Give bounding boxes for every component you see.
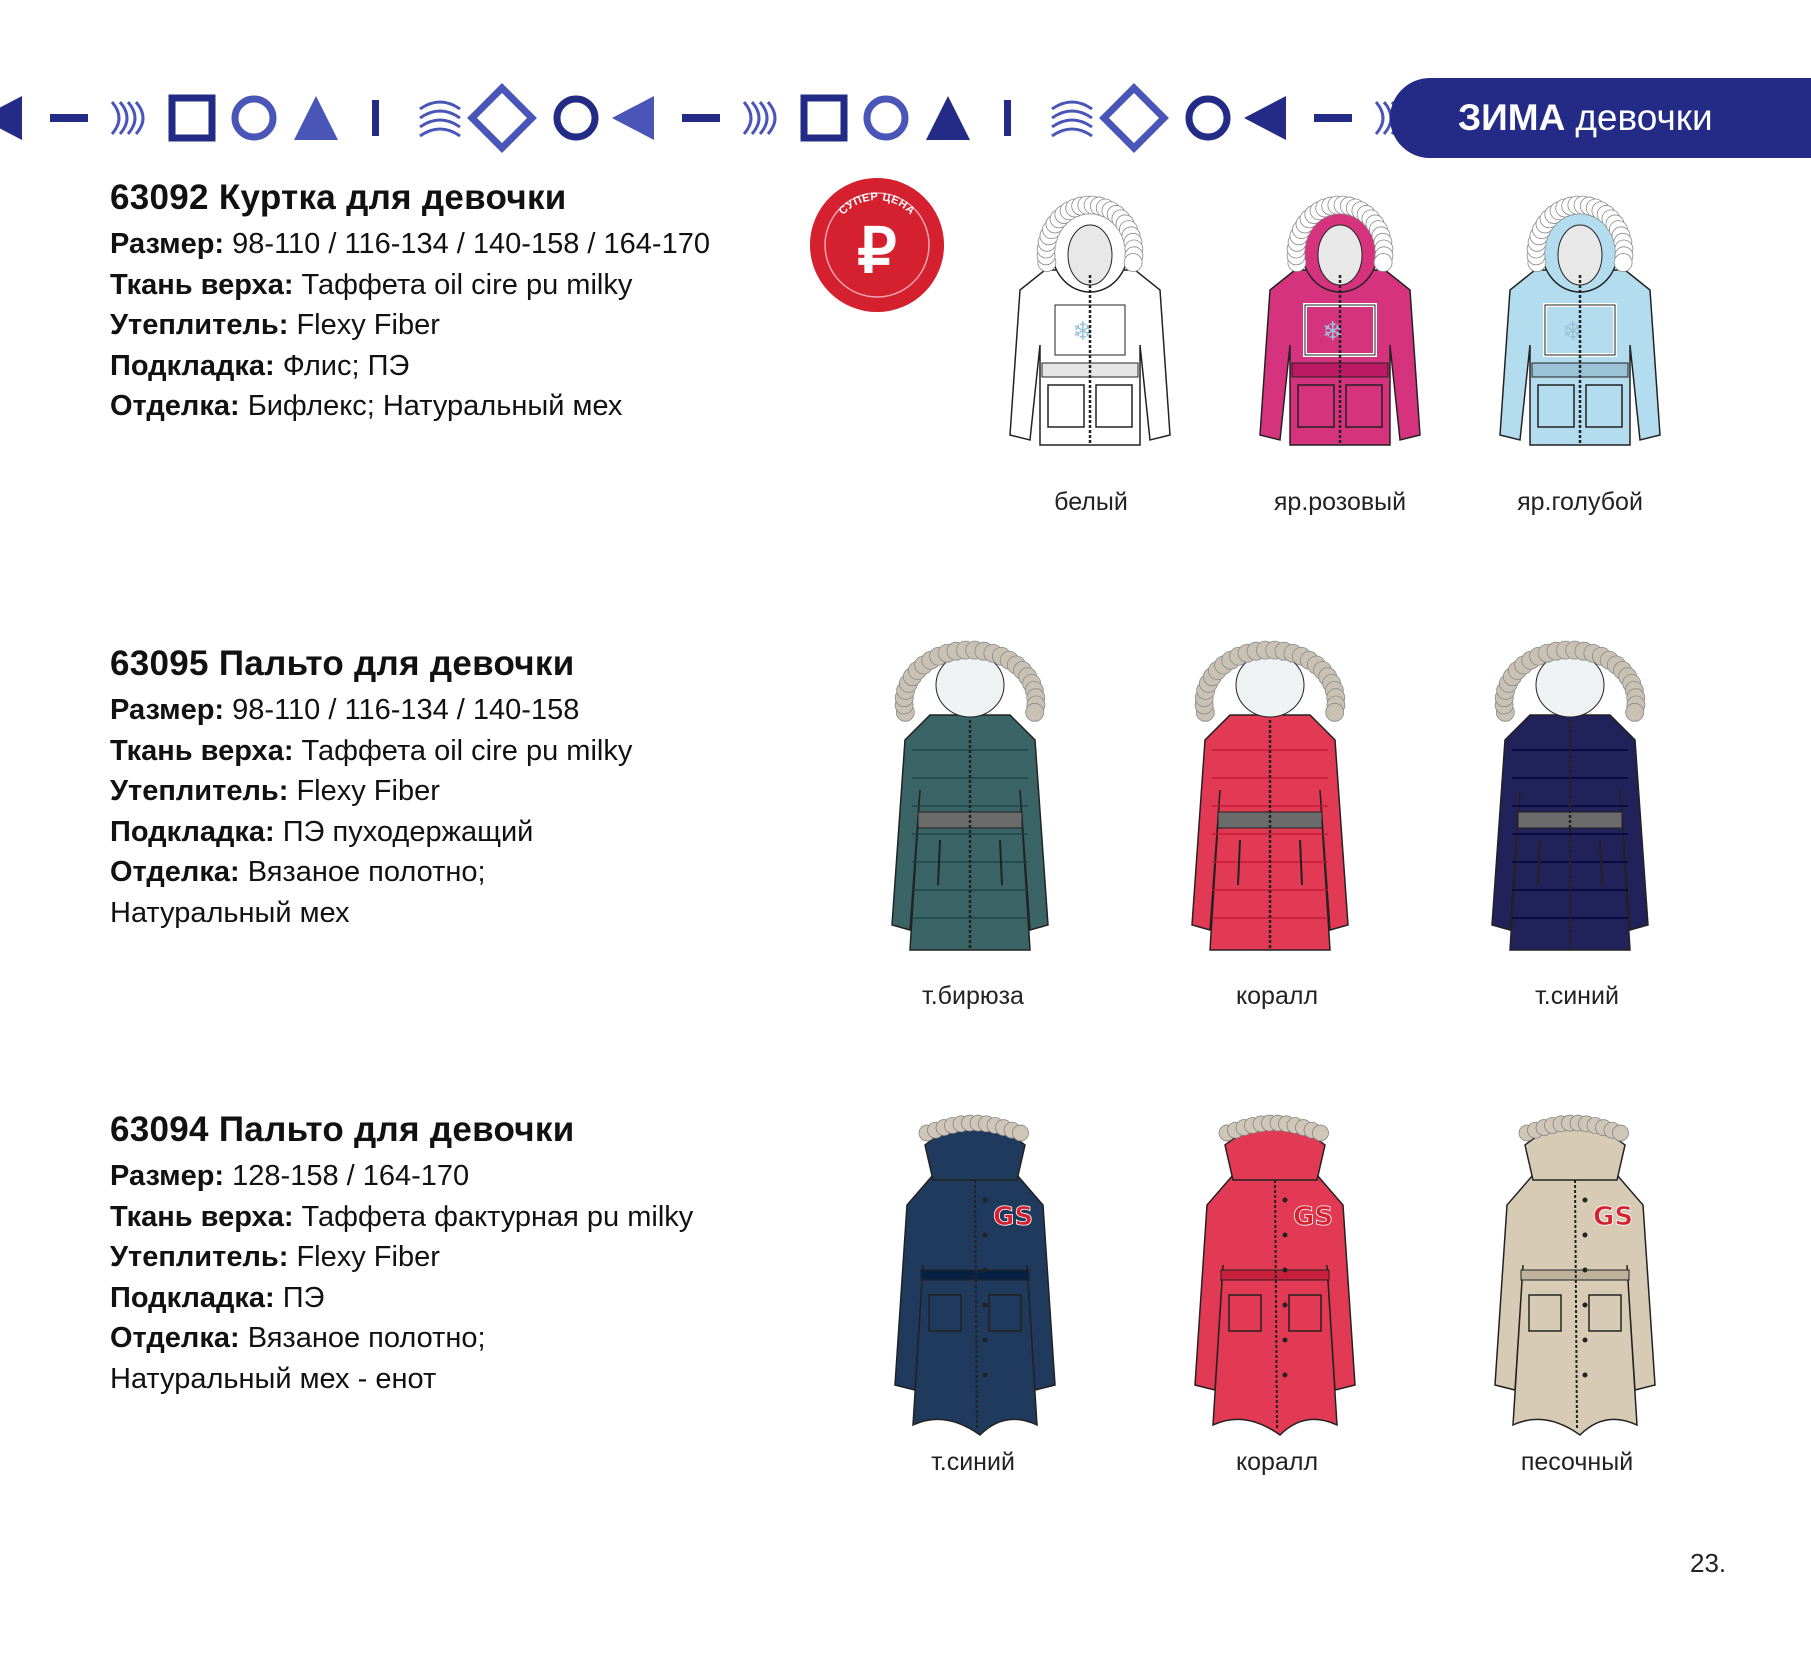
coat-coral-illustration bbox=[1180, 640, 1360, 960]
dash-icon bbox=[682, 114, 720, 122]
circle-icon bbox=[557, 99, 595, 137]
triangle-up-icon bbox=[926, 96, 970, 140]
super-price-badge bbox=[810, 178, 944, 312]
spec-value: Flexy Fiber bbox=[296, 1241, 440, 1273]
snap-button bbox=[983, 1303, 988, 1308]
spec-insulation bbox=[110, 1237, 830, 1278]
spec-label: Подкладка: bbox=[110, 815, 275, 848]
pocket-right bbox=[989, 1295, 1021, 1331]
color-caption: белый bbox=[1054, 488, 1128, 516]
spec-insulation bbox=[110, 771, 830, 812]
fur-trim-tuft bbox=[1626, 703, 1644, 721]
season-subtitle: девочки bbox=[1575, 97, 1713, 138]
arch-icon bbox=[1052, 102, 1092, 109]
spec-trim bbox=[110, 1318, 830, 1359]
bar-icon bbox=[372, 100, 379, 136]
snap-button bbox=[1583, 1233, 1588, 1238]
spec-lining bbox=[110, 1278, 830, 1319]
arch-icon bbox=[420, 129, 460, 136]
spec-label: Ткань верха: bbox=[110, 1200, 294, 1233]
snap-button bbox=[1283, 1373, 1288, 1378]
parka-navy-illustration bbox=[885, 1105, 1065, 1440]
circle-icon bbox=[867, 99, 905, 137]
snap-button bbox=[1583, 1198, 1588, 1203]
fur-trim-tuft bbox=[1614, 254, 1632, 272]
circle-icon bbox=[1189, 99, 1227, 137]
product-63094 bbox=[110, 1110, 830, 1399]
color-caption: т.синий bbox=[931, 1448, 1015, 1476]
coat-navy-illustration bbox=[1480, 640, 1660, 960]
snap-button bbox=[983, 1268, 988, 1273]
pocket-left bbox=[1298, 385, 1334, 427]
decorative-shapes-band bbox=[0, 72, 1400, 164]
spec-label: Ткань верха: bbox=[110, 268, 294, 301]
hood-opening bbox=[1236, 653, 1304, 717]
arch-icon bbox=[1052, 120, 1092, 127]
triangle-up-icon bbox=[294, 96, 338, 140]
season-banner bbox=[1390, 78, 1811, 158]
fur-trim-tuft bbox=[1313, 1125, 1329, 1141]
snap-button bbox=[1583, 1338, 1588, 1343]
pocket-left bbox=[1538, 385, 1574, 427]
arch-icon bbox=[420, 120, 460, 127]
fur-trim-tuft bbox=[1613, 1125, 1629, 1141]
wave-arc-icon bbox=[120, 102, 127, 134]
snap-button bbox=[1283, 1233, 1288, 1238]
page-number: 23. bbox=[1690, 1548, 1727, 1578]
hood-opening bbox=[936, 653, 1004, 717]
spec-label: Утеплитель: bbox=[110, 775, 289, 807]
triangle-left-icon bbox=[1244, 96, 1286, 140]
fur-trim-tuft bbox=[1026, 703, 1044, 721]
snap-button bbox=[1283, 1198, 1288, 1203]
product-title: 63095 Пальто для девочки bbox=[110, 644, 575, 683]
spec-value: Вязаное полотно; bbox=[247, 856, 486, 888]
spec-label: Размер: bbox=[110, 1160, 225, 1192]
spec-value: Бифлекс; Натуральный мех bbox=[247, 390, 623, 422]
pocket-left bbox=[1529, 1295, 1561, 1331]
triangle-left-icon bbox=[612, 96, 654, 140]
spec-value: Флис; ПЭ bbox=[282, 349, 410, 382]
spec-value: ПЭ bbox=[282, 1281, 325, 1314]
fur-trim-tuft bbox=[1374, 254, 1392, 272]
spec-trim-continued: Натуральный мех - енот bbox=[110, 1362, 437, 1395]
product-title: 63092 Куртка для девочки bbox=[110, 178, 567, 217]
fur-trim-tuft bbox=[1124, 254, 1142, 272]
spec-value: 98-110 / 116-134 / 140-158 bbox=[232, 694, 580, 726]
color-caption: т.синий bbox=[1535, 982, 1619, 1010]
product-63092 bbox=[110, 178, 830, 427]
snap-button bbox=[1283, 1338, 1288, 1343]
spec-trim bbox=[110, 852, 830, 893]
jacket-pink-illustration bbox=[1250, 195, 1430, 470]
spec-trim bbox=[110, 386, 830, 427]
spec-value: ПЭ пуходержащий bbox=[282, 815, 534, 848]
spec-label: Размер: bbox=[110, 228, 225, 260]
spec-label: Отделка: bbox=[110, 856, 240, 888]
spec-label: Размер: bbox=[110, 694, 225, 726]
snap-button bbox=[1583, 1373, 1588, 1378]
pocket-left bbox=[1229, 1295, 1261, 1331]
jacket-white-illustration bbox=[1000, 195, 1180, 470]
spec-label: Подкладка: bbox=[110, 1281, 275, 1314]
diamond-icon bbox=[1104, 88, 1164, 148]
product-63095 bbox=[110, 644, 830, 933]
gs-logo-patch: GS bbox=[1593, 1202, 1634, 1232]
snap-button bbox=[1283, 1303, 1288, 1308]
spec-lining bbox=[110, 346, 830, 387]
spec-value: Таффета oil cire pu milky bbox=[301, 734, 633, 767]
snap-button bbox=[1283, 1268, 1288, 1273]
spec-label: Утеплитель: bbox=[110, 1241, 289, 1273]
hood-opening bbox=[1536, 653, 1604, 717]
arch-icon bbox=[420, 111, 460, 118]
spec-value: Flexy Fiber bbox=[296, 775, 440, 807]
spec-trim-continued: Натуральный мех bbox=[110, 896, 350, 929]
season-title: ЗИМА bbox=[1458, 97, 1566, 138]
spec-label: Отделка: bbox=[110, 390, 240, 422]
color-caption: коралл bbox=[1235, 1448, 1319, 1476]
spec-fabric bbox=[110, 265, 830, 306]
spec-value: 98-110 / 116-134 / 140-158 / 164-170 bbox=[232, 228, 710, 260]
snap-button bbox=[983, 1373, 988, 1378]
arch-icon bbox=[420, 102, 460, 109]
pocket-right bbox=[1589, 1295, 1621, 1331]
color-caption: яр.голубой bbox=[1517, 488, 1643, 516]
snap-button bbox=[983, 1233, 988, 1238]
spec-value: Flexy Fiber bbox=[296, 309, 440, 341]
color-caption: песочный bbox=[1520, 1448, 1634, 1476]
spec-size bbox=[110, 690, 830, 731]
wave-arc-icon bbox=[136, 102, 143, 134]
pocket-left bbox=[929, 1295, 961, 1331]
arch-icon bbox=[1052, 129, 1092, 136]
spec-size bbox=[110, 1156, 830, 1197]
gs-logo-patch: GS bbox=[1293, 1202, 1334, 1232]
ruble-icon: ₽ bbox=[857, 217, 897, 286]
color-caption: т.бирюза bbox=[922, 982, 1024, 1010]
coat-teal-illustration bbox=[880, 640, 1060, 960]
fur-trim-tuft bbox=[1326, 703, 1344, 721]
spec-value: Таффета фактурная pu milky bbox=[301, 1200, 694, 1233]
spec-label: Ткань верха: bbox=[110, 734, 294, 767]
wave-arc-icon bbox=[112, 102, 119, 134]
square-icon bbox=[804, 98, 844, 138]
spec-lining bbox=[110, 812, 830, 853]
snap-button bbox=[1583, 1268, 1588, 1273]
snap-button bbox=[1583, 1303, 1588, 1308]
badge-text: СУПЕР ЦЕНА bbox=[836, 190, 918, 218]
snap-button bbox=[983, 1338, 988, 1343]
gs-logo-patch: GS bbox=[993, 1202, 1034, 1232]
parka-coral-illustration bbox=[1185, 1105, 1365, 1440]
bar-icon bbox=[1004, 100, 1011, 136]
color-caption: яр.розовый bbox=[1273, 488, 1407, 516]
wave-arc-icon bbox=[1376, 102, 1383, 134]
spec-insulation bbox=[110, 305, 830, 346]
wave-arc-icon bbox=[752, 102, 759, 134]
spec-value: Вязаное полотно; bbox=[247, 1322, 486, 1354]
color-caption: коралл bbox=[1235, 982, 1319, 1010]
pocket-right bbox=[1346, 385, 1382, 427]
spec-value: 128-158 / 164-170 bbox=[232, 1160, 470, 1192]
wave-arc-icon bbox=[760, 102, 767, 134]
product-title: 63094 Пальто для девочки bbox=[110, 1110, 575, 1149]
square-icon bbox=[172, 98, 212, 138]
arch-icon bbox=[1052, 111, 1092, 118]
circle-icon bbox=[235, 99, 273, 137]
jacket-blue-illustration bbox=[1490, 195, 1670, 470]
spec-label: Отделка: bbox=[110, 1322, 240, 1354]
spec-label: Подкладка: bbox=[110, 349, 275, 382]
spec-size bbox=[110, 224, 830, 265]
spec-value: Таффета oil cire pu milky bbox=[301, 268, 633, 301]
wave-arc-icon bbox=[744, 102, 751, 134]
wave-arc-icon bbox=[128, 102, 135, 134]
dash-icon bbox=[50, 114, 88, 122]
pocket-right bbox=[1289, 1295, 1321, 1331]
snap-button bbox=[983, 1198, 988, 1203]
dash-icon bbox=[1314, 114, 1352, 122]
spec-fabric bbox=[110, 731, 830, 772]
spec-fabric bbox=[110, 1197, 830, 1238]
triangle-left-icon bbox=[0, 96, 22, 140]
snowflake-icon: ❄ bbox=[1322, 317, 1344, 347]
parka-sand-illustration bbox=[1485, 1105, 1665, 1440]
snowflake-icon: ❄ bbox=[1072, 317, 1094, 347]
spec-label: Утеплитель: bbox=[110, 309, 289, 341]
diamond-icon bbox=[472, 88, 532, 148]
pocket-right bbox=[1096, 385, 1132, 427]
pocket-left bbox=[1048, 385, 1084, 427]
snowflake-icon: ❄ bbox=[1562, 317, 1584, 347]
wave-arc-icon bbox=[768, 102, 775, 134]
pocket-right bbox=[1586, 385, 1622, 427]
fur-trim-tuft bbox=[1013, 1125, 1029, 1141]
